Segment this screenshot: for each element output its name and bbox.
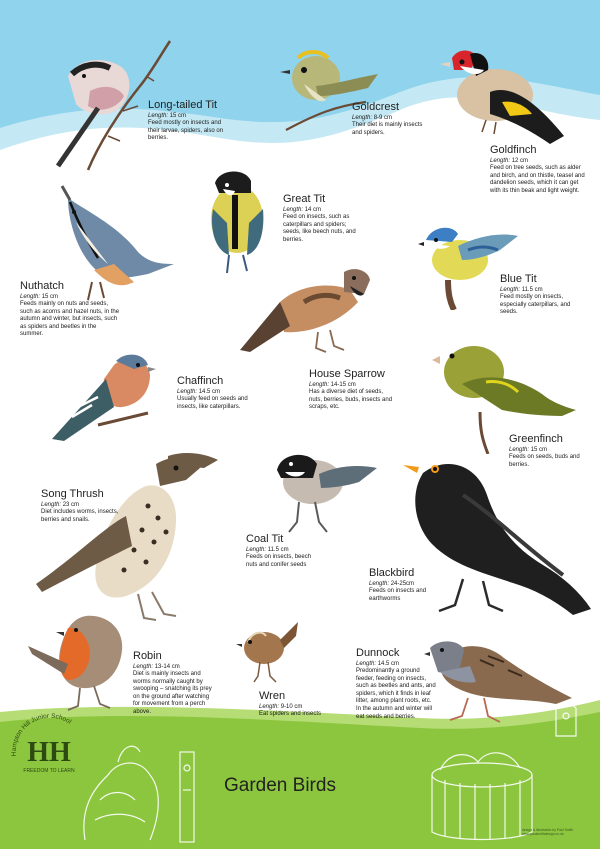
bird-length: Length: 8-9 cm: [352, 115, 393, 121]
bird-description: Feeds mainly on nuts and seeds, such as acorns and hazel nuts, in the autumn and winter, but insects, such as spiders and beetles in the summer.: [20, 301, 120, 338]
bird-name: Goldfinch: [490, 144, 537, 156]
bird-length: Length: 11.5 cm: [246, 547, 289, 553]
blackbird-entry: [369, 567, 445, 603]
goldcrest-entry: [352, 101, 430, 137]
bird-description: Feed mostly on insects and their larvae, spiders, also on berries.: [148, 120, 224, 142]
bird-description: Has a diverse diet of seeds, nuts, berries, buds, insects and scraps, etc.: [309, 389, 393, 411]
bird-length: Length: 23 cm: [41, 502, 80, 508]
bird-description: Feed mostly on insects, especially caterpillars, and seeds.: [500, 294, 571, 316]
school-logo: [6, 706, 92, 776]
coal-tit-illustration: [271, 448, 379, 540]
bird-description: Feed on tree seeds, such as alder and birch, and on thistle, teasel and dandelion seeds, which it can get with its thin beak and light weight.: [490, 165, 585, 194]
bird-length: Length: 11.5 cm: [500, 287, 543, 293]
bird-name: Song Thrush: [41, 488, 104, 500]
house-sparrow-entry: [309, 368, 395, 412]
coal-tit-entry: [246, 533, 318, 569]
bird-name: Blue Tit: [500, 273, 537, 285]
wren-illustration: [236, 618, 302, 686]
bird-description: Diet is mainly insects and worms normally caught by swooping – snatching its prey on the ground after watching for movement from a perch above.: [133, 671, 212, 715]
bird-description: Diet includes worms, insects, berries and snails.: [41, 509, 119, 523]
robin-illustration: [28, 606, 128, 712]
house-sparrow-illustration: [240, 262, 376, 358]
goldfinch-entry: [490, 144, 586, 195]
great-tit-entry: [283, 193, 365, 244]
bird-name: Long-tailed Tit: [148, 99, 218, 111]
greenfinch-entry: [509, 433, 585, 469]
bird-description: Feed on insects, such as caterpillars and spiders; seeds, like beech nuts, and berries.: [283, 214, 356, 243]
bird-description: Eat spiders and insects: [259, 711, 322, 717]
great-tit-illustration: [205, 163, 270, 275]
bird-length: Length: 14 cm: [283, 207, 322, 213]
robin-entry: [133, 650, 213, 717]
song-thrush-entry: [41, 488, 125, 524]
chaffinch-entry: [177, 375, 261, 411]
school-initials: HH: [27, 737, 71, 768]
bird-name: Wren: [259, 690, 286, 702]
bird-length: Length: 12 cm: [490, 158, 529, 164]
bird-length: Length: 15 cm: [148, 113, 187, 119]
bird-length: Length: 24-25cm: [369, 581, 415, 587]
chaffinch-illustration: [48, 343, 156, 443]
bird-name: Robin: [133, 650, 162, 662]
nuthatch-entry: [20, 280, 120, 339]
bird-name: Chaffinch: [177, 375, 224, 387]
bird-name: Coal Tit: [246, 533, 284, 545]
goldfinch-illustration: [440, 40, 570, 148]
dunnock-illustration: [424, 636, 576, 728]
bird-length: Length: 9-10 cm: [259, 704, 303, 710]
bird-name: Blackbird: [369, 567, 415, 579]
bird-description: Usually feed on seeds and insects, like caterpillars.: [177, 396, 248, 410]
bird-description: Predominantly a ground feeder, feeding on insects, such as beetles and ants, and spiders, which it finds in leaf litter, among plant roots, etc. In the autumn and winter will eat seeds and berries.: [356, 668, 436, 720]
long-tailed-tit-entry: [148, 99, 230, 143]
page-title: Garden Birds: [224, 775, 336, 796]
bird-length: Length: 14.5 cm: [177, 389, 221, 395]
bird-length: Length: 14-15 cm: [309, 382, 356, 388]
bird-length: Length: 14.5 cm: [356, 661, 400, 667]
bird-name: Greenfinch: [509, 433, 563, 445]
bird-name: House Sparrow: [309, 368, 385, 380]
bird-name: Goldcrest: [352, 101, 400, 113]
bird-description: Their diet is mainly insects and spiders.: [352, 122, 423, 136]
bird-name: Dunnock: [356, 647, 400, 659]
design-credit: design & illustration by Paul Smith www.paulsmithdesign.co.uk: [522, 828, 574, 837]
bird-length: Length: 15 cm: [509, 447, 548, 453]
song-thrush-illustration: [36, 446, 222, 624]
blue-tit-entry: [500, 273, 582, 317]
school-motto: FREEDOM TO LEARN: [23, 768, 75, 774]
bird-length: Length: 15 cm: [20, 294, 59, 300]
bird-name: Nuthatch: [20, 280, 65, 292]
school-name: Hampton Hill Junior School: [10, 712, 73, 757]
bird-description: Feeds on insects, beech nuts and conifer seeds: [246, 554, 312, 568]
dunnock-entry: [356, 647, 436, 721]
bird-description: Feeds on seeds, buds and berries.: [509, 454, 580, 468]
bird-name: Great Tit: [283, 193, 326, 205]
bird-description: Feeds on insects and earthworms: [369, 588, 427, 602]
bird-length: Length: 13-14 cm: [133, 664, 180, 670]
wren-entry: [259, 690, 343, 719]
